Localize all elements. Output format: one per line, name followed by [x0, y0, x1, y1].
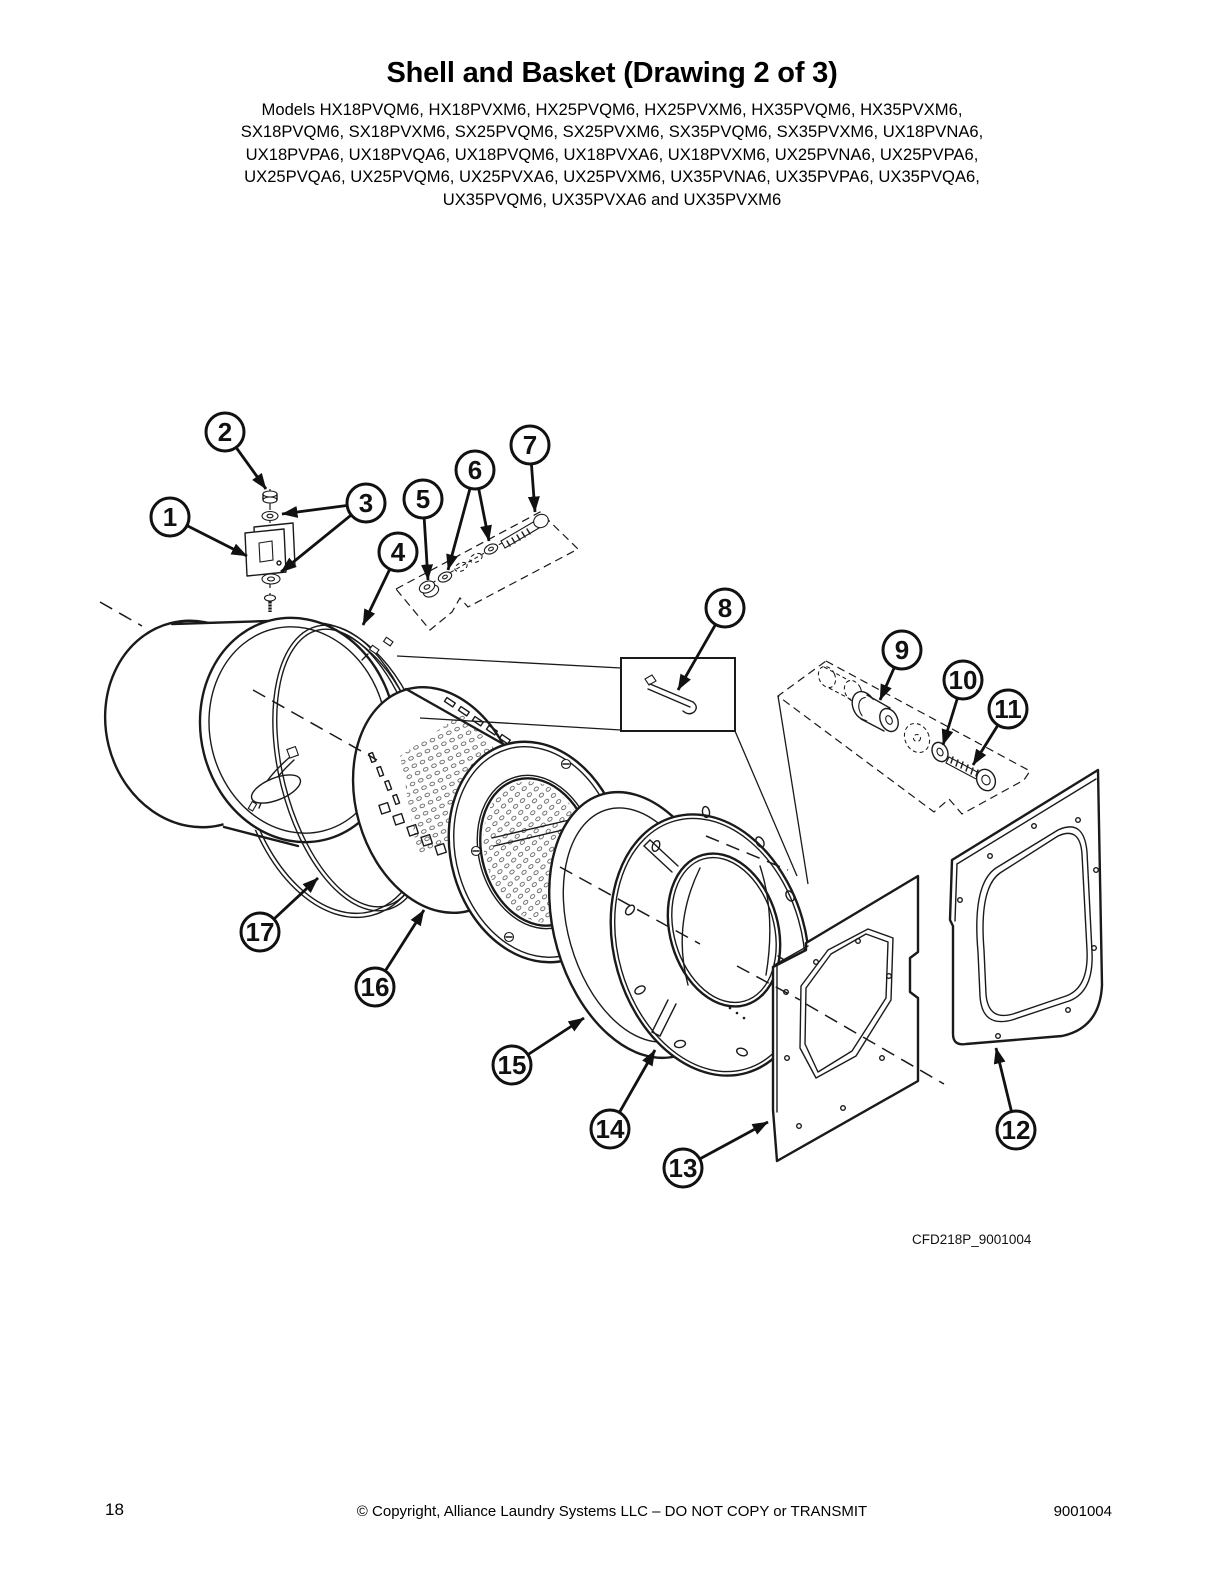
svg-text:5: 5	[415, 484, 431, 514]
drawing-caption: CFD218P_9001004	[912, 1232, 1032, 1247]
callout-14	[591, 1050, 655, 1148]
document-number: 9001004	[1053, 1503, 1112, 1520]
callout-15	[493, 1018, 584, 1084]
model-list-line: UX18PVPA6, UX18PVQA6, UX18PVQM6, UX18PVXA6, UX18PVXM6, UX25PVNA6, UX25PVPA6,	[245, 144, 979, 164]
callout-12	[996, 1048, 1035, 1149]
svg-text:4: 4	[390, 537, 406, 567]
svg-text:15: 15	[497, 1050, 527, 1080]
model-list-line: SX18PVQM6, SX18PVXM6, SX25PVQM6, SX25PVXM6, SX35PVQM6, SX35PVXM6, UX18PVNA6,	[240, 122, 984, 142]
callout-2	[206, 413, 266, 489]
svg-text:9: 9	[894, 635, 910, 665]
svg-text:17: 17	[245, 917, 275, 947]
svg-text:3: 3	[358, 488, 374, 518]
svg-text:7: 7	[522, 430, 538, 460]
svg-text:1: 1	[162, 502, 178, 532]
model-list-line: UX35PVQM6, UX35PVXA6 and UX35PVXM6	[442, 189, 782, 209]
page-number: 18	[105, 1500, 124, 1519]
svg-text:12: 12	[1001, 1115, 1031, 1145]
svg-text:8: 8	[717, 593, 733, 623]
svg-text:2: 2	[217, 417, 233, 447]
roller-hardware-group	[778, 661, 1030, 814]
front-panel	[950, 770, 1102, 1044]
svg-text:13: 13	[668, 1153, 698, 1183]
callout-3	[281, 484, 385, 572]
svg-text:14: 14	[595, 1114, 625, 1144]
model-list-line: Models HX18PVQM6, HX18PVXM6, HX25PVQM6, HX25PVXM6, HX35PVQM6, HX35PVXM6,	[261, 100, 963, 119]
callout-16	[356, 910, 424, 1006]
callout-17	[241, 878, 318, 951]
callout-1	[151, 498, 247, 556]
callout-13	[664, 1122, 768, 1187]
svg-text:16: 16	[360, 972, 390, 1002]
callout-9	[880, 631, 921, 700]
copyright-notice: © Copyright, Alliance Laundry Systems LLC – DO NOT COPY or TRANSMIT	[356, 1503, 868, 1520]
page-title: Shell and Basket (Drawing 2 of 3)	[386, 57, 838, 89]
svg-text:6: 6	[467, 455, 483, 485]
svg-text:11: 11	[994, 694, 1022, 724]
callout-11	[973, 690, 1027, 765]
callout-7	[511, 426, 549, 512]
model-list-line: UX25PVQA6, UX25PVQM6, UX25PVXA6, UX25PVXM6, UX35PVNA6, UX35PVPA6, UX35PVQA6,	[244, 167, 980, 187]
callout-4	[363, 533, 417, 625]
svg-text:10: 10	[948, 665, 978, 695]
callout-10	[943, 661, 982, 745]
thermostat-bracket-group	[245, 489, 295, 612]
